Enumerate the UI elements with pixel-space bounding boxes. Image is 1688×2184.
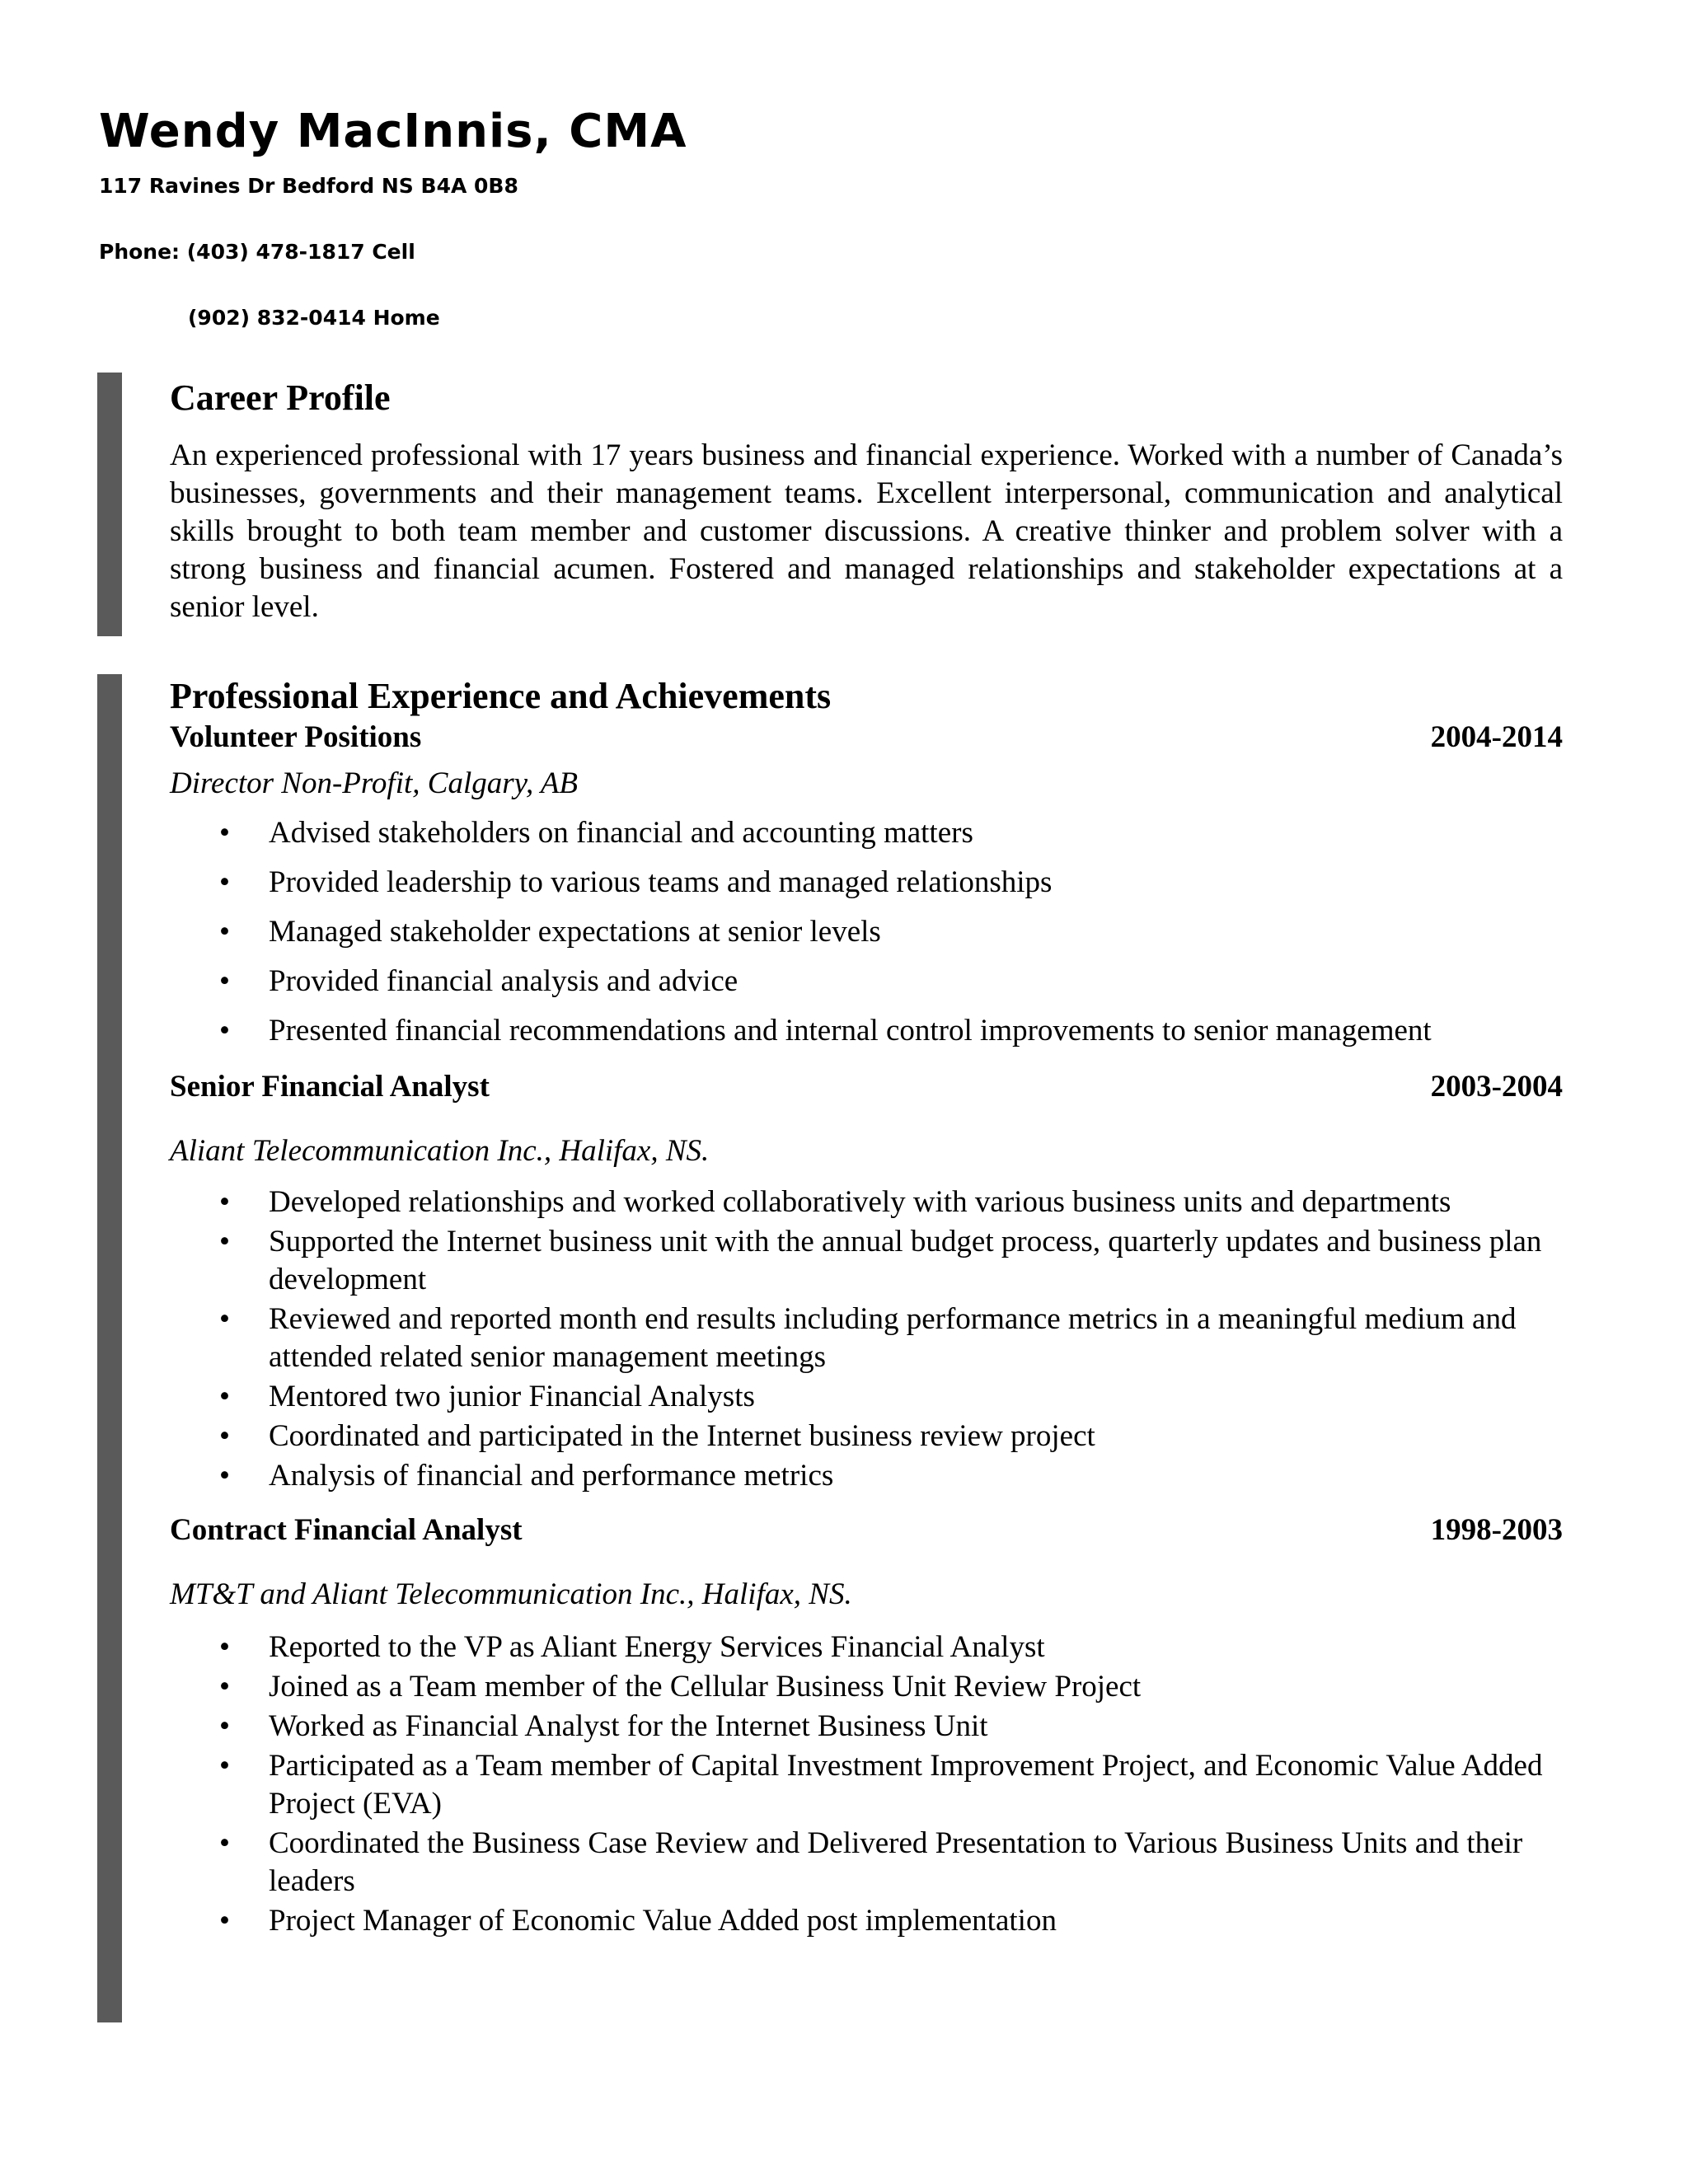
job-years: 2004-2014 <box>1430 720 1563 754</box>
job-title: Volunteer Positions <box>170 720 422 754</box>
job-header <box>170 1511 1563 1549</box>
career-profile-body <box>170 373 1563 626</box>
list-item: • Presented financial recommendations and internal control improvements to senior management <box>170 1012 1563 1050</box>
career-profile-title: Career Profile <box>170 377 391 418</box>
list-item: • Reviewed and reported month end results including performance metrics in a meaningful medium and attended related senior management meetings <box>170 1301 1563 1376</box>
job-organization: Aliant Telecommunication Inc., Halifax, NS. <box>170 1134 710 1168</box>
list-item: • Provided financial analysis and advice <box>170 963 1563 1001</box>
address: 117 Ravines Dr Bedford NS B4A 0B8 <box>99 174 518 198</box>
list-item: • Advised stakeholders on financial and accounting matters <box>170 814 1563 852</box>
career-profile-section <box>97 373 1581 636</box>
list-item: • Joined as a Team member of the Cellular Business Unit Review Project <box>170 1668 1563 1706</box>
job-organization: MT&T and Aliant Telecommunication Inc., Halifax, NS. <box>170 1577 852 1611</box>
job-bullets <box>170 814 1563 1050</box>
job-header <box>170 1068 1563 1106</box>
phone-home: (902) 832-0414 Home <box>188 306 440 330</box>
resume-header <box>99 99 1582 333</box>
job-organization: Director Non-Profit, Calgary, AB <box>170 766 579 800</box>
job-entry <box>170 719 1563 1050</box>
job-bullets <box>170 1183 1563 1495</box>
job-title: Senior Financial Analyst <box>170 1070 490 1104</box>
section-bar <box>97 674 122 2022</box>
job-years: 2003-2004 <box>1430 1070 1563 1104</box>
job-entry <box>170 1511 1563 1940</box>
job-years: 1998-2003 <box>1430 1513 1563 1547</box>
list-item: • Developed relationships and worked collaboratively with various business units and departments <box>170 1183 1563 1221</box>
list-item: • Managed stakeholder expectations at senior levels <box>170 913 1563 951</box>
job-entry <box>170 1068 1563 1495</box>
list-item: • Worked as Financial Analyst for the Internet Business Unit <box>170 1708 1563 1746</box>
list-item: • Mentored two junior Financial Analysts <box>170 1378 1563 1416</box>
list-item: • Participated as a Team member of Capital Investment Improvement Project, and Economic Value Added Project (EVA) <box>170 1747 1563 1823</box>
job-bullets <box>170 1629 1563 1940</box>
list-item: • Analysis of financial and performance metrics <box>170 1457 1563 1495</box>
list-item: • Coordinated the Business Case Review and Delivered Presentation to Various Business Units and their leaders <box>170 1825 1563 1900</box>
list-item: • Reported to the VP as Aliant Energy Services Financial Analyst <box>170 1629 1563 1666</box>
list-item: • Supported the Internet business unit with the annual budget process, quarterly updates and business plan development <box>170 1223 1563 1299</box>
list-item: • Project Manager of Economic Value Added post implementation <box>170 1902 1563 1940</box>
job-header <box>170 719 1563 757</box>
career-profile-text: An experienced professional with 17 years business and financial experience. Worked with a number of Canada’s businesses, governments and their management teams. Excellent interpersonal, communication and analytical skills brought to both team member and customer discussions. A creative thinker and problem solver with a strong business and financial acumen. Fostered and managed relationships and stakeholder expectations at a senior level. <box>170 438 1563 624</box>
section-bar <box>97 373 122 636</box>
experience-title: Professional Experience and Achievements <box>170 676 832 716</box>
job-title: Contract Financial Analyst <box>170 1513 523 1547</box>
list-item: • Provided leadership to various teams and managed relationships <box>170 864 1563 902</box>
list-item: • Coordinated and participated in the Internet business review project <box>170 1418 1563 1455</box>
experience-body <box>170 674 1563 1942</box>
phone-cell: Phone: (403) 478-1817 Cell <box>99 240 415 264</box>
candidate-name: Wendy MacInnis, CMA <box>99 105 687 158</box>
experience-section <box>97 674 1581 2022</box>
